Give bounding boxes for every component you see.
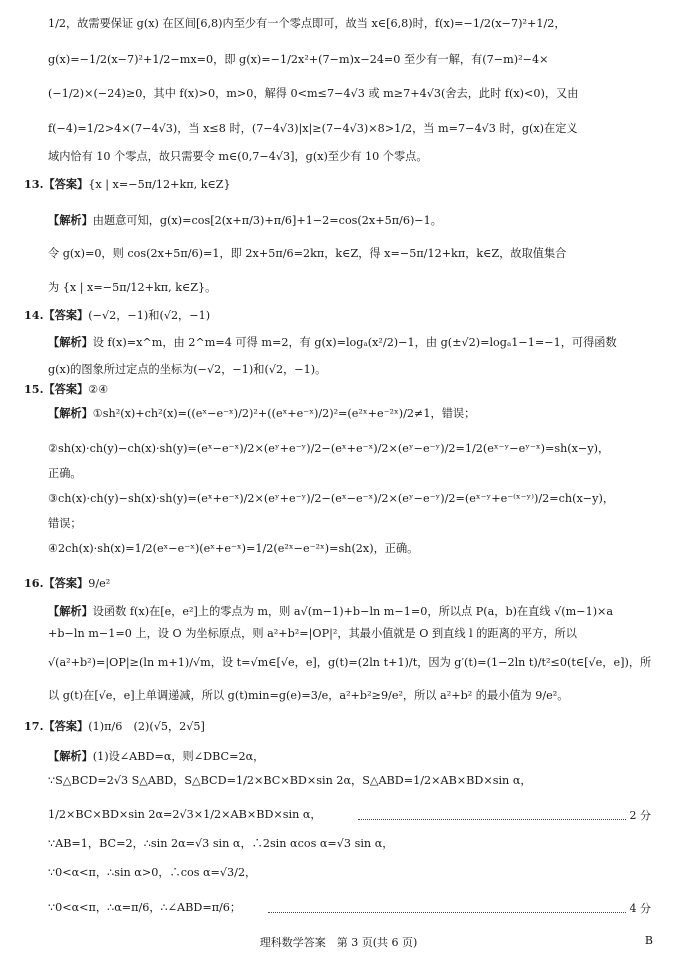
analysis-line: ②sh(x)·ch(y)−ch(x)·sh(y)=(eˣ−e⁻ˣ)/2×(eʸ+e⁻ʸ)/2−(eˣ+e⁻ˣ)/2×(eʸ−e⁻ʸ)/2=1/2(eˣ⁻ʸ−eʸ⁻ˣ)=sh(x−y)， xyxy=(48,442,610,455)
answer-text: (−√2，−1)和(√2，−1) xyxy=(88,309,211,322)
analysis-line: g(x)的图象所过定点的坐标为(−√2，−1)和(√2，−1)。 xyxy=(48,363,327,376)
text-line: 1/2，故需要保证 g(x) 在区间[6,8)内至少有一个零点即可，故当 x∈[6,8)时，f(x)=−1/2(x−7)²+1/2， xyxy=(48,17,566,30)
footer-page-info: 理科数学答案 第 3 页(共 6 页) xyxy=(259,936,418,949)
analysis-line: ∵S△BCD=2√3 S△ABD，S△BCD=1/2×BC×BD×sin 2α，S△ABD=1/2×AB×BD×sin α， xyxy=(48,774,532,787)
answer-text: ②④ xyxy=(88,383,109,396)
analysis-line: +b−ln m−1=0 上，设 O 为坐标原点，则 a²+b²=|OP|²，其最小值就是 O 到直线 l 的距离的平方，所以 xyxy=(48,627,577,640)
analysis-text: (1)设∠ABD=α，则∠DBC=2α， xyxy=(92,750,265,763)
answer-tag: 【答案】 xyxy=(43,308,89,322)
question-number: 17. xyxy=(24,719,44,733)
answer-tag: 【答案】 xyxy=(43,576,89,590)
analysis-line: 以 g(t)在[√e，e]上单调递减，所以 g(t)min=g(e)=3/e，a²+b²≥9/e²，所以 a²+b² 的最小值为 9/e²。 xyxy=(48,689,569,702)
question-17-answer-line xyxy=(24,718,205,735)
analysis-line: ∵AB=1，BC=2，∴sin 2α=√3 sin α，∴2sin αcos α=√3 sin α， xyxy=(48,837,394,850)
analysis-line: ∵0<α<π，∴sin α>0，∴cos α=√3/2， xyxy=(48,866,257,879)
answer-tag: 【答案】 xyxy=(43,719,89,733)
analysis-line: √(a²+b²)=|OP|≥(ln m+1)/√m，设 t=√m∈[√e，e]，g(t)=(2ln t+1)/t，因为 g′(t)=(1−2ln t)/t²≤0(t∈[√e，e])，所 xyxy=(48,656,652,669)
question-number: 15. xyxy=(24,382,44,396)
footer-version-mark: B xyxy=(644,934,653,947)
question-number: 13. xyxy=(24,177,44,191)
analysis-tag: 【解析】 xyxy=(48,335,93,349)
question-16-answer-line xyxy=(24,575,110,592)
score-mark: 4 分 xyxy=(629,902,651,915)
score-mark: 2 分 xyxy=(629,809,651,822)
analysis-tag: 【解析】 xyxy=(48,749,93,763)
analysis-line xyxy=(48,603,613,620)
question-number: 14. xyxy=(24,308,44,322)
question-13-answer-line xyxy=(24,176,231,193)
answer-text: {x | x=−5π/12+kπ, k∈Z} xyxy=(88,178,231,191)
analysis-tag: 【解析】 xyxy=(48,604,93,618)
answer-tag: 【答案】 xyxy=(43,177,89,191)
analysis-text: 设 f(x)=x^m，由 2^m=4 可得 m=2，有 g(x)=logₐ(x²/2)−1，由 g(±√2)=logₐ1−1=−1，可得函数 xyxy=(92,336,617,349)
analysis-line xyxy=(48,334,617,351)
analysis-line: ∵0<α<π，∴α=π/6，∴∠ABD=π/6； xyxy=(48,901,242,914)
answer-tag: 【答案】 xyxy=(43,382,89,396)
analysis-tag: 【解析】 xyxy=(48,406,93,420)
text-line: g(x)=−1/2(x−7)²+1/2−mx=0，即 g(x)=−1/2x²+(7−m)x−24=0 至少有一解，有(7−m)²−4× xyxy=(48,53,549,66)
score-leader-dots xyxy=(358,819,626,820)
analysis-line: ④2ch(x)·sh(x)=1/2(eˣ−e⁻ˣ)(eˣ+e⁻ˣ)=1/2(e²ˣ−e⁻²ˣ)=sh(2x)，正确。 xyxy=(48,542,419,555)
answer-text: (1)π/6 (2)(√5，2√5] xyxy=(88,720,205,733)
answer-text: 9/e² xyxy=(88,577,111,590)
analysis-line: 正确。 xyxy=(48,467,82,480)
text-line: 域内恰有 10 个零点，故只需要令 m∈(0,7−4√3]，g(x)至少有 10 个零点。 xyxy=(48,150,428,163)
analysis-line: 1/2×BC×BD×sin 2α=2√3×1/2×AB×BD×sin α， xyxy=(48,808,322,821)
analysis-line xyxy=(48,212,442,229)
analysis-text: 设函数 f(x)在[e，e²]上的零点为 m，则 a√(m−1)+b−ln m−1=0，所以点 P(a，b)在直线 √(m−1)×a xyxy=(92,605,614,618)
question-15-answer-line xyxy=(24,381,108,398)
analysis-line: 为 {x | x=−5π/12+kπ, k∈Z}。 xyxy=(48,281,217,294)
analysis-text: 由题意可知，g(x)=cos[2(x+π/3)+π/6]+1−2=cos(2x+5π/6)−1。 xyxy=(92,214,442,227)
analysis-line: 错误； xyxy=(48,517,82,530)
analysis-line xyxy=(48,405,475,422)
analysis-text: ①sh²(x)+ch²(x)=((eˣ−e⁻ˣ)/2)²+((eˣ+e⁻ˣ)/2)²=(e²ˣ+e⁻²ˣ)/2≠1，错误； xyxy=(92,407,476,420)
question-14-answer-line xyxy=(24,307,210,324)
text-line: (−1/2)×(−24)≥0，其中 f(x)>0，m>0，解得 0<m≤7−4√3 或 m≥7+4√3(舍去，此时 f(x)<0)，又由 xyxy=(48,87,579,100)
analysis-line: 令 g(x)=0，则 cos(2x+5π/6)=1，即 2x+5π/6=2kπ，k∈Z，得 x=−5π/12+kπ，k∈Z，故取值集合 xyxy=(48,247,567,260)
question-number: 16. xyxy=(24,576,44,590)
score-leader-dots xyxy=(268,912,626,913)
analysis-line xyxy=(48,748,264,765)
analysis-tag: 【解析】 xyxy=(48,213,93,227)
text-line: f(−4)=1/2>4×(7−4√3)，当 x≤8 时，(7−4√3)|x|≥(7−4√3)×8>1/2，当 m=7−4√3 时，g(x)在定义 xyxy=(48,122,578,135)
analysis-line: ③ch(x)·ch(y)−sh(x)·sh(y)=(eˣ+e⁻ˣ)/2×(eʸ+e⁻ʸ)/2−(eˣ−e⁻ˣ)/2×(eʸ−e⁻ʸ)/2=(eˣ⁻ʸ+e⁻⁽ˣ⁻ʸ⁾)/2=ch(x−y)， xyxy=(48,492,615,505)
